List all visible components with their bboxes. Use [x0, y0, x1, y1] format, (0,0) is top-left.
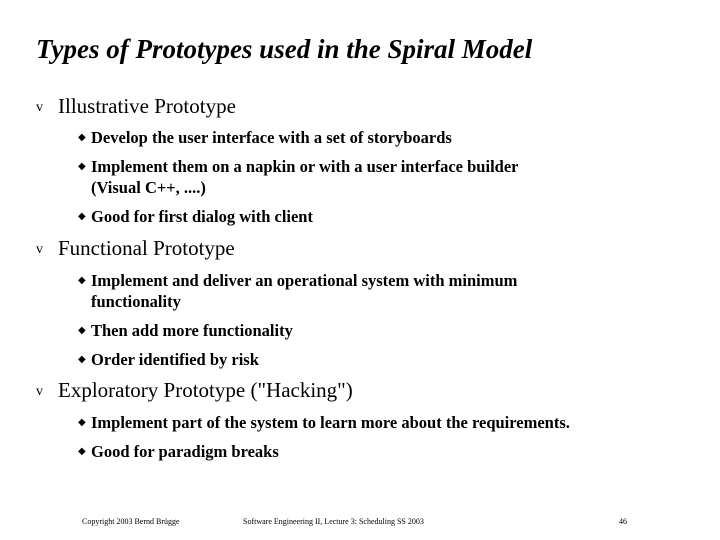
diamond-bullet-icon: ◆	[78, 132, 86, 143]
checkmark-bullet-icon: v	[36, 384, 43, 399]
diamond-bullet-icon: ◆	[78, 417, 86, 428]
page-number: 46	[619, 517, 627, 526]
checkmark-bullet-icon: v	[36, 242, 43, 257]
section-heading-exploratory: v Exploratory Prototype ("Hacking")	[36, 378, 353, 402]
footer-copyright: Copyright 2003 Bernd Brügge	[82, 517, 180, 526]
list-item: ◆ Order identified by risk	[78, 350, 259, 369]
diamond-bullet-icon: ◆	[78, 161, 86, 172]
diamond-bullet-icon: ◆	[78, 275, 86, 286]
list-item: ◆ Good for first dialog with client	[78, 207, 313, 226]
checkmark-bullet-icon: v	[36, 100, 43, 115]
list-item: ◆ Implement them on a napkin or with a user interface builder (Visual C++, ....)	[78, 157, 519, 197]
list-item: ◆ Develop the user interface with a set of storyboards	[78, 128, 452, 147]
list-item: ◆ Good for paradigm breaks	[78, 442, 279, 461]
diamond-bullet-icon: ◆	[78, 211, 86, 222]
diamond-bullet-icon: ◆	[78, 446, 86, 457]
section-heading-illustrative: v Illustrative Prototype	[36, 94, 236, 118]
list-item: ◆ Implement and deliver an operational system with minimum functionality	[78, 271, 518, 311]
diamond-bullet-icon: ◆	[78, 325, 86, 336]
section-heading-functional: v Functional Prototype	[36, 236, 235, 260]
page-title: Types of Prototypes used in the Spiral Model	[36, 34, 533, 64]
footer-course: Software Engineering II, Lecture 3: Scheduling SS 2003	[243, 517, 424, 526]
diamond-bullet-icon: ◆	[78, 354, 86, 365]
list-item: ◆ Then add more functionality	[78, 321, 293, 340]
list-item: ◆ Implement part of the system to learn more about the requirements.	[78, 413, 570, 432]
